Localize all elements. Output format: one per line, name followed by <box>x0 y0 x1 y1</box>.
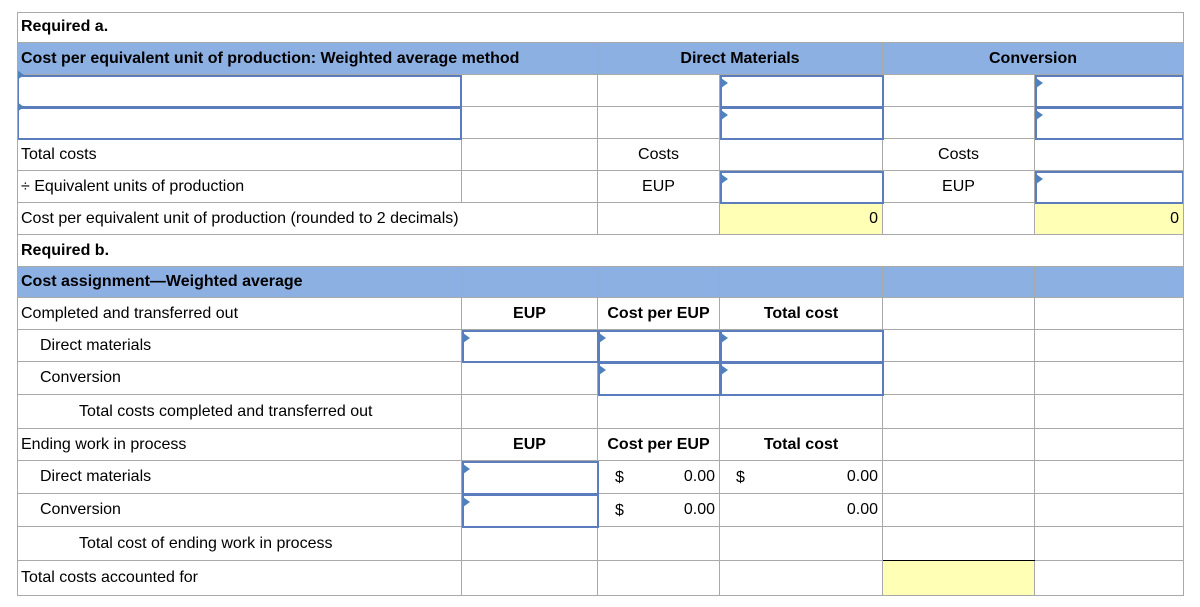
ending-conv-total-value: 0.00 <box>720 494 883 527</box>
ending-dm-label: Direct materials <box>17 461 462 494</box>
header-blank <box>462 267 598 298</box>
completed-dm-label: Direct materials <box>17 330 462 362</box>
required-a-heading: Required a. <box>17 12 1184 43</box>
conv-total-costs-value <box>1035 139 1184 171</box>
dropdown-flag-icon[interactable] <box>721 333 728 343</box>
blank-cell <box>883 494 1035 527</box>
currency-symbol: $ <box>736 469 745 486</box>
blank-cell <box>462 75 598 107</box>
blank-cell <box>598 395 720 429</box>
blank-cell <box>1035 561 1184 596</box>
blank-cell <box>1035 362 1184 395</box>
total-costs-label: Total costs <box>17 139 462 171</box>
blank-cell <box>462 561 598 596</box>
ending-total-cost-col-header: Total cost <box>720 429 883 461</box>
blank-cell <box>1035 527 1184 561</box>
total-accounted-value <box>883 561 1035 596</box>
blank-cell <box>883 429 1035 461</box>
completed-total-cost-col-header: Total cost <box>720 298 883 330</box>
completed-eup-col-header: EUP <box>462 298 598 330</box>
blank-cell <box>1035 494 1184 527</box>
total-ending-wip-label: Total cost of ending work in process <box>17 527 462 561</box>
completed-cost-per-eup-col-header: Cost per EUP <box>598 298 720 330</box>
cost-per-eup-label: Cost per equivalent unit of production (rounded to 2 decimals) <box>17 203 598 235</box>
currency-symbol: $ <box>615 469 624 486</box>
dm-eup-field[interactable] <box>720 171 884 204</box>
ending-cost-per-eup-col-header: Cost per EUP <box>598 429 720 461</box>
conv-beginning-cost-field[interactable] <box>1035 75 1184 108</box>
blank-cell <box>598 107 720 139</box>
ending-wip-label: Ending work in process <box>17 429 462 461</box>
total-accounted-label: Total costs accounted for <box>17 561 462 596</box>
header-blank <box>598 267 720 298</box>
dropdown-flag-icon[interactable] <box>721 78 728 88</box>
completed-transferred-label: Completed and transferred out <box>17 298 462 330</box>
blank-cell <box>462 362 598 395</box>
required-b-heading: Required b. <box>17 235 1184 267</box>
equivalent-units-label: ÷ Equivalent units of production <box>17 171 462 203</box>
dropdown-flag-icon[interactable] <box>721 365 728 375</box>
dropdown-flag-icon[interactable] <box>17 102 24 112</box>
dropdown-flag-icon[interactable] <box>599 365 606 375</box>
completed-dm-eup-field[interactable] <box>462 330 599 363</box>
blank-cell <box>883 527 1035 561</box>
blank-cell <box>462 171 598 203</box>
blank-cell <box>1035 461 1184 494</box>
blank-cell <box>883 461 1035 494</box>
dropdown-flag-icon[interactable] <box>463 333 470 343</box>
dropdown-flag-icon[interactable] <box>599 333 606 343</box>
dropdown-flag-icon[interactable] <box>1036 110 1043 120</box>
currency-symbol: $ <box>615 502 624 519</box>
completed-dm-cost-per-field[interactable] <box>598 330 721 363</box>
dropdown-flag-icon[interactable] <box>463 497 470 507</box>
ending-dm-eup-field[interactable] <box>462 461 599 495</box>
conv-cost-per-eup-value: 0 <box>1035 203 1184 235</box>
blank-cell <box>462 395 598 429</box>
blank-cell <box>883 330 1035 362</box>
costs-added-field[interactable] <box>17 107 462 140</box>
dm-total-costs-value <box>720 139 883 171</box>
blank-cell <box>462 527 598 561</box>
ending-conv-cost-per-value: 0.00 <box>598 494 720 527</box>
cost-per-eup-header: Cost per equivalent unit of production: Weighted average method <box>17 43 598 75</box>
blank-cell <box>883 203 1035 235</box>
blank-cell <box>883 75 1035 107</box>
conv-costs-label: Costs <box>883 139 1035 171</box>
header-blank <box>720 267 883 298</box>
conversion-header: Conversion <box>883 43 1184 75</box>
dropdown-flag-icon[interactable] <box>1036 78 1043 88</box>
blank-cell <box>1035 429 1184 461</box>
blank-cell <box>462 107 598 139</box>
dropdown-flag-icon[interactable] <box>721 174 728 184</box>
conv-added-cost-field[interactable] <box>1035 107 1184 140</box>
total-completed-label: Total costs completed and transferred out <box>17 395 462 429</box>
conv-eup-label: EUP <box>883 171 1035 203</box>
blank-cell <box>883 395 1035 429</box>
ending-conv-eup-field[interactable] <box>462 494 599 528</box>
ending-conv-label: Conversion <box>17 494 462 527</box>
dropdown-flag-icon[interactable] <box>463 464 470 474</box>
dm-added-cost-field[interactable] <box>720 107 884 140</box>
blank-cell <box>598 561 720 596</box>
header-blank <box>883 267 1035 298</box>
blank-cell <box>598 75 720 107</box>
blank-cell <box>1035 298 1184 330</box>
dm-eup-label: EUP <box>598 171 720 203</box>
dm-cost-per-eup-value: 0 <box>720 203 883 235</box>
blank-cell <box>883 107 1035 139</box>
completed-conv-label: Conversion <box>17 362 462 395</box>
completed-conv-cost-per-field[interactable] <box>598 362 721 396</box>
cost-worksheet <box>17 12 1184 596</box>
blank-cell <box>462 139 598 171</box>
blank-cell <box>1035 330 1184 362</box>
ending-dm-cost-per-value: 0.00 <box>598 461 720 494</box>
total-ending-wip-value <box>720 527 883 561</box>
blank-cell <box>598 203 720 235</box>
blank-cell <box>883 362 1035 395</box>
blank-cell <box>1035 395 1184 429</box>
blank-cell <box>720 561 883 596</box>
header-blank <box>1035 267 1184 298</box>
total-completed-value <box>720 395 883 429</box>
dm-beginning-cost-field[interactable] <box>720 75 884 108</box>
direct-materials-header: Direct Materials <box>598 43 883 75</box>
conv-eup-field[interactable] <box>1035 171 1184 204</box>
blank-cell <box>598 527 720 561</box>
dropdown-flag-icon[interactable] <box>17 70 24 80</box>
blank-cell <box>883 298 1035 330</box>
beginning-inventory-field[interactable] <box>17 75 462 108</box>
ending-eup-col-header: EUP <box>462 429 598 461</box>
completed-conv-total-field[interactable] <box>720 362 884 396</box>
completed-dm-total-field[interactable] <box>720 330 884 363</box>
dm-costs-label: Costs <box>598 139 720 171</box>
dropdown-flag-icon[interactable] <box>1036 174 1043 184</box>
cost-assignment-header: Cost assignment—Weighted average <box>17 267 462 298</box>
dropdown-flag-icon[interactable] <box>721 110 728 120</box>
total-separator-line <box>883 560 1035 561</box>
ending-dm-total-value: 0.00 <box>720 461 883 494</box>
